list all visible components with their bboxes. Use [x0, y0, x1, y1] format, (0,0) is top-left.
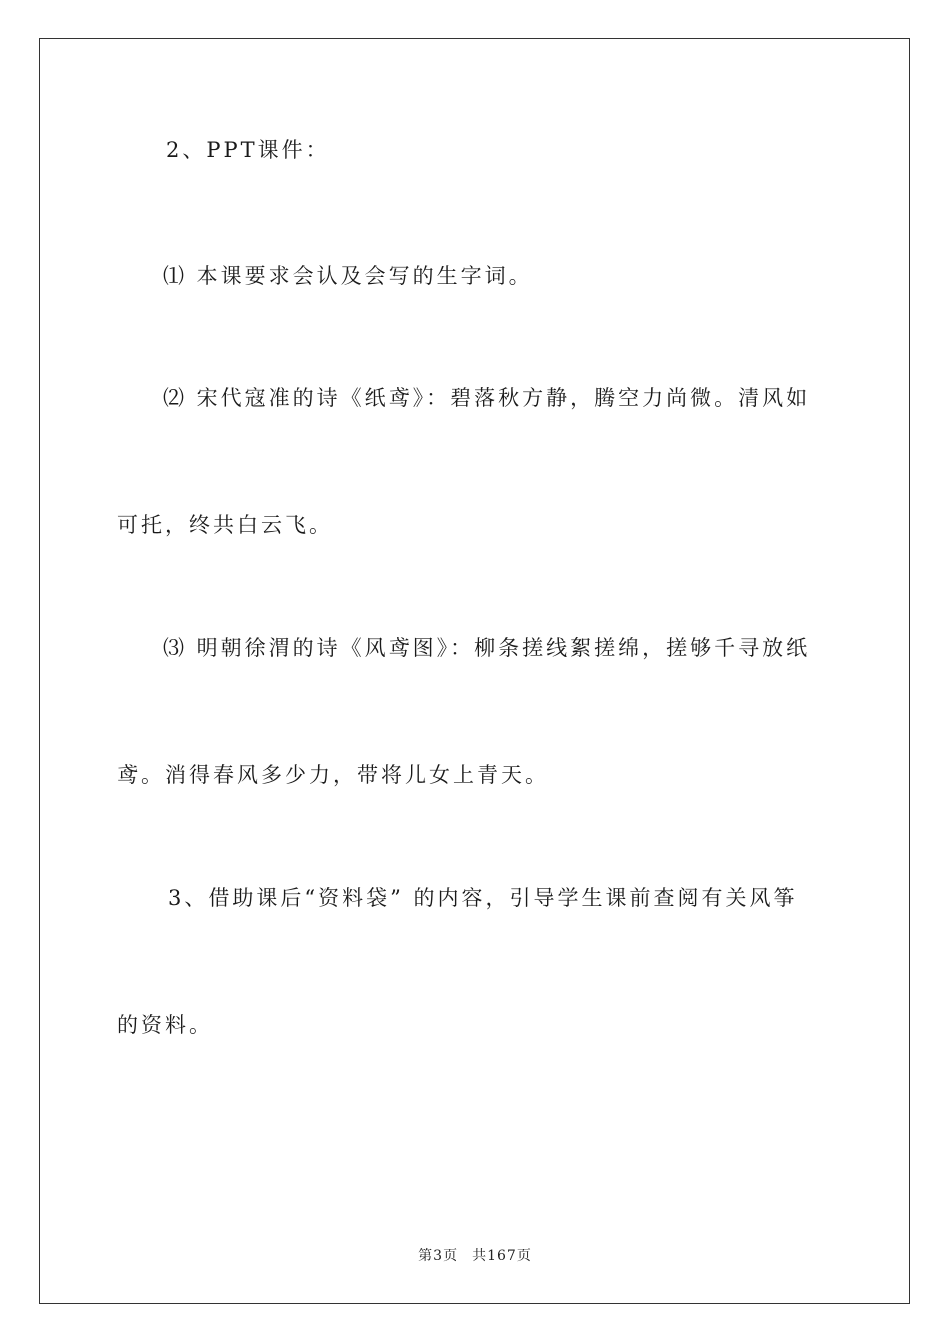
- page-total: 共167页: [472, 1248, 532, 1264]
- page-number: 第3页: [418, 1248, 459, 1264]
- text-line-7: 3、借助课后“资料袋” 的内容，引导学生课前查阅有关风筝: [168, 886, 798, 910]
- text-line-2: ⑴ 本课要求会认及会写的生字词。: [163, 264, 533, 288]
- text-line-5: ⑶ 明朝徐渭的诗《风鸢图》：柳条搓线絮搓绵，搓够千寻放纸: [163, 636, 811, 660]
- text-line-3: ⑵ 宋代寇准的诗《纸鸢》：碧落秋方静，腾空力尚微。清风如: [163, 386, 811, 410]
- text-line-6: 鸢。消得春风多少力，带将儿女上青天。: [117, 763, 549, 787]
- page-footer: [0, 1245, 950, 1265]
- page-border: [39, 38, 910, 1304]
- text-line-4: 可托，终共白云飞。: [117, 513, 333, 537]
- text-line-1: 2、PPT课件：: [166, 138, 330, 162]
- text-line-8: 的资料。: [117, 1013, 213, 1037]
